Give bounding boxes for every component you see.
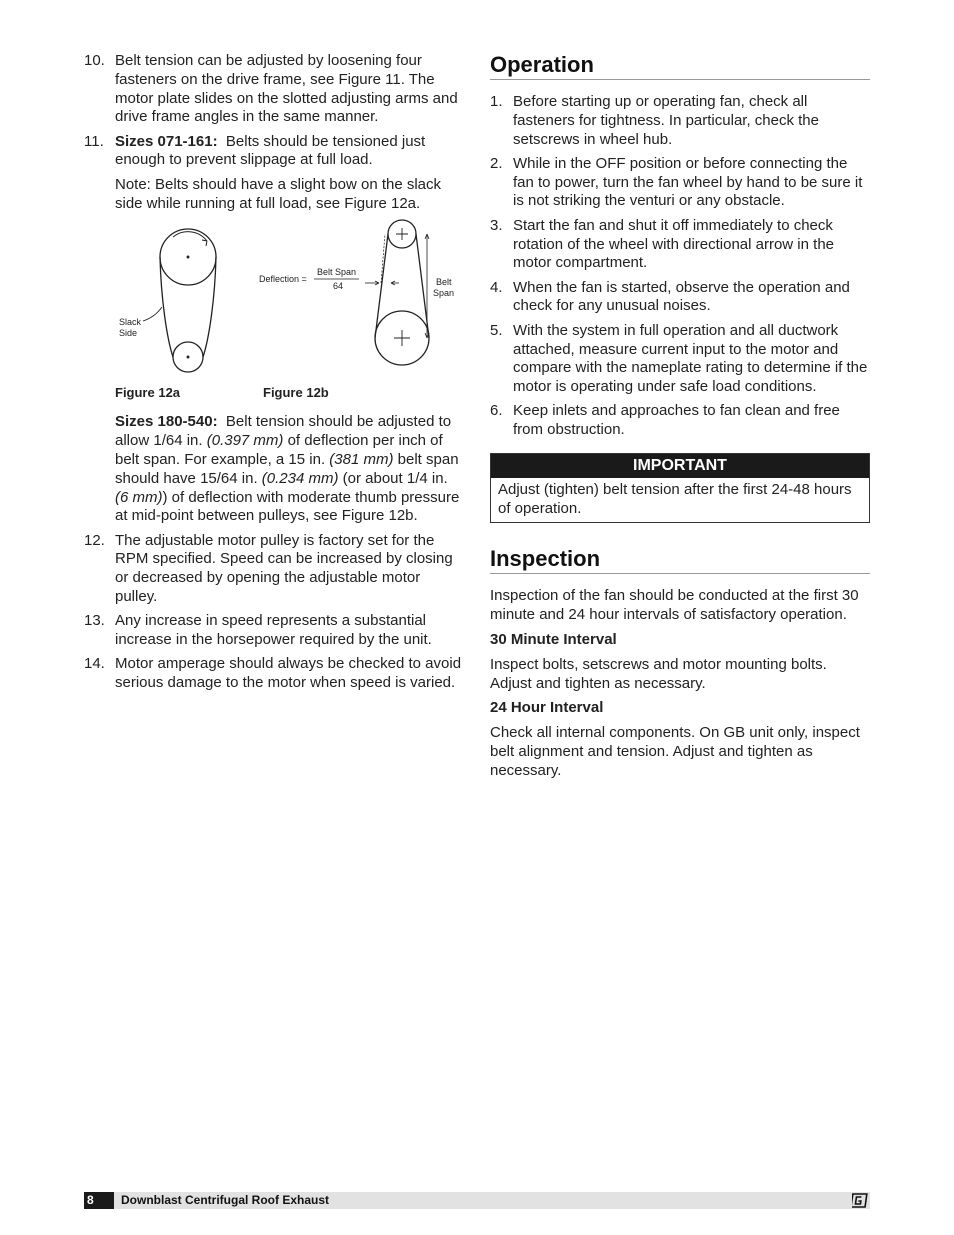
list-item <box>490 155 870 211</box>
item-number: 12. <box>84 531 105 549</box>
inspection-intro: Inspection of the fan should be conducted at the first 30 minute and 24 hour intervals of satisfactory operation. <box>490 587 859 624</box>
belt-label-1: Belt <box>436 277 452 288</box>
item-bold-label: Sizes 071-161: <box>115 132 218 150</box>
list-item <box>84 532 462 607</box>
item-text <box>115 133 462 171</box>
page-number: 8 <box>84 1192 114 1209</box>
item-number: 11. <box>84 132 104 150</box>
item-number: 3. <box>490 216 503 234</box>
item-number: 5. <box>490 321 503 339</box>
note-text: Note: Belts should have a slight bow on the slack side while running at full load, see Figure 12a. <box>115 175 442 212</box>
slack-label-2: Side <box>119 328 138 339</box>
belt-label-2: Span <box>433 288 455 299</box>
page-footer <box>84 1192 870 1209</box>
list-item <box>84 52 462 127</box>
belt-span-denominator: 64 <box>333 281 344 292</box>
list-item <box>490 402 870 440</box>
list-item <box>490 322 870 397</box>
figure-12b-caption: Figure 12b <box>263 385 329 401</box>
item-text: Belt tension can be adjusted by loosening four fasteners on the drive frame, see Figure 11. The motor plate slides on the slotted adjusting arms and drive frame angles in the same manner. <box>115 52 458 126</box>
interval-30-text: Inspect bolts, setscrews and motor mounting bolts. Adjust and tighten as necessary. <box>490 655 827 692</box>
brand-logo-icon <box>852 1193 868 1211</box>
left-column <box>84 52 462 699</box>
list-item <box>490 279 870 317</box>
belt-diagram <box>115 219 465 409</box>
list-item <box>490 93 870 149</box>
item-text: Any increase in speed represents a substantial increase in the horsepower required by the unit. <box>115 612 432 649</box>
deflection-label: Deflection = <box>259 274 307 285</box>
item-number: 10. <box>84 52 105 69</box>
item-text: When the fan is started, observe the operation and check for any unusual noises. <box>513 278 850 315</box>
important-title: IMPORTANT <box>491 454 869 478</box>
interval-24-heading: 24 Hour Interval <box>490 699 604 717</box>
item-text: With the system in full operation and all ductwork attached, measure current input to the motor and compare with the nameplate rating to determine if the motor is operating under safe load conditions. <box>513 321 868 396</box>
sizes-text-3: belt span should have 15/64 in. <box>115 450 459 487</box>
sizes-paragraph <box>115 413 462 526</box>
operation-heading: Operation <box>490 52 870 80</box>
item-number: 13. <box>84 612 105 630</box>
item-text: Before starting up or operating fan, check all fasteners for tightness. In particular, check the setscrews in wheel hub. <box>513 93 819 148</box>
figure-12a-drawing <box>143 229 216 372</box>
list-item <box>490 217 870 273</box>
item-text: Keep inlets and approaches to fan clean and free from obstruction. <box>513 402 840 439</box>
item-number: 14. <box>84 655 105 673</box>
item-number: 4. <box>490 278 503 296</box>
sizes-label: Sizes 180-540: <box>115 413 218 431</box>
sizes-metric-2: (381 mm) <box>329 450 394 468</box>
item-text: While in the OFF position or before connecting the fan to power, turn the fan wheel by hand to be sure it is not striking the venturi or any obstacle. <box>513 154 863 210</box>
item-number: 1. <box>490 93 503 110</box>
figure-12a-caption: Figure 12a <box>115 385 181 401</box>
sizes-metric-3: (0.234 mm) <box>261 469 339 487</box>
list-item <box>84 133 462 171</box>
item-body: Belts should be tensioned just enough to prevent slippage at full load. <box>115 132 426 169</box>
inspection-heading: Inspection <box>490 546 870 574</box>
belt-figures <box>115 219 462 409</box>
list-item <box>84 655 462 693</box>
list-item <box>84 612 462 650</box>
slack-label-1: Slack <box>119 317 142 328</box>
interval-30-heading: 30 Minute Interval <box>490 631 617 649</box>
right-column <box>490 52 870 786</box>
interval-24-text: Check all internal components. On GB unit only, inspect belt alignment and tension. Adjust and tighten as necessary. <box>490 724 860 779</box>
item-text: Motor amperage should always be checked to avoid serious damage to the motor when speed is varied. <box>115 655 462 692</box>
footer-title: Downblast Centrifugal Roof Exhaust <box>121 1193 330 1207</box>
item-number: 6. <box>490 402 503 420</box>
important-box <box>490 453 870 523</box>
item-text: The adjustable motor pulley is factory set for the RPM specified. Speed can be increased by closing or decreased by opening the adjustable motor pulley. <box>115 531 453 606</box>
figure-12b-drawing <box>314 220 429 365</box>
sizes-text-2: of deflection per inch of belt span. For example, a 15 in. <box>115 432 443 468</box>
sizes-metric-4: (6 mm) <box>115 488 163 506</box>
belt-span-numerator: Belt Span <box>317 267 357 278</box>
important-text: Adjust (tighten) belt tension after the first 24-48 hours of operation. <box>498 480 852 517</box>
sizes-text-5: ) of deflection with moderate thumb pressure at mid-point between pulleys, see Figure 12b. <box>115 488 460 525</box>
sizes-text-1: Belt tension should be adjusted to allow 1/64 in. <box>115 413 452 450</box>
item-text: Start the fan and shut it off immediately to check rotation of the wheel with directional arrow in the motor compartment. <box>513 216 835 272</box>
sizes-text-4: (or about 1/4 in. <box>342 469 448 487</box>
item-number: 2. <box>490 154 503 172</box>
sizes-metric-1: (0.397 mm) <box>206 432 284 450</box>
